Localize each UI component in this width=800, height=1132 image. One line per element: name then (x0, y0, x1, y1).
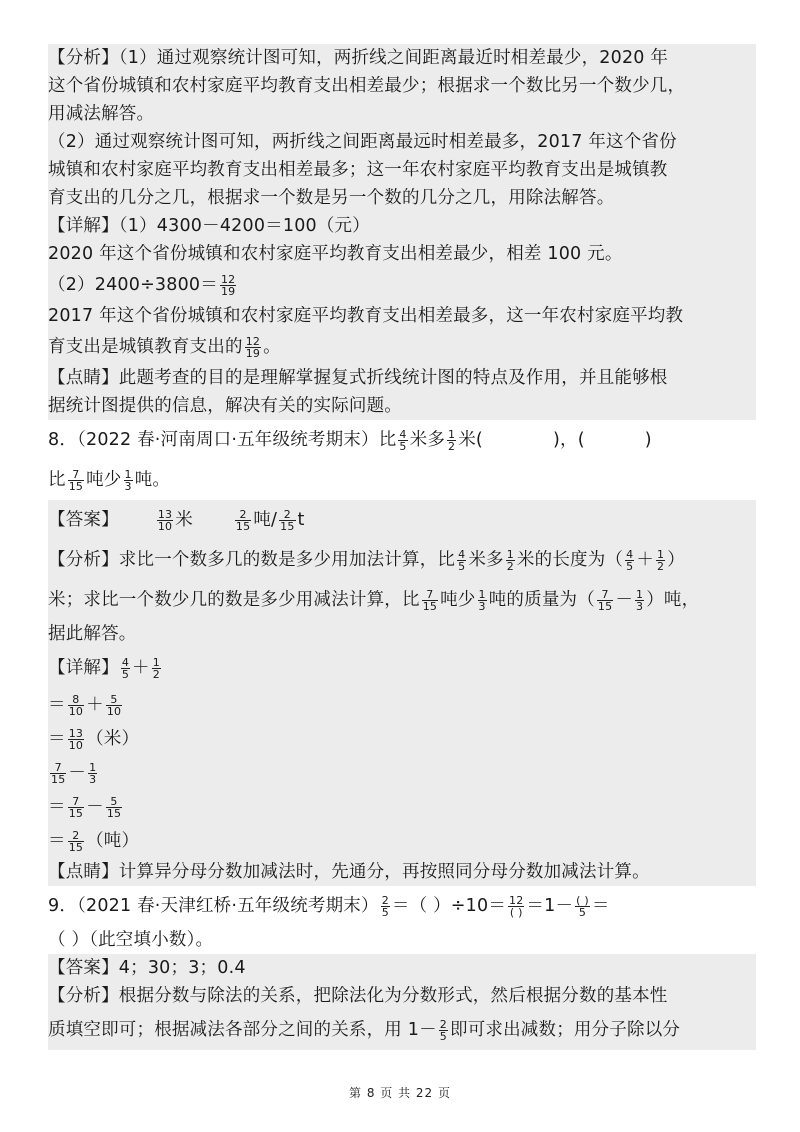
fraction: $\frac{2}{5}$ (381, 893, 389, 919)
text-line: 城镇和农村家庭平均教育支出相差最多；这一年农村家庭平均教育支出是城镇教 (48, 160, 668, 180)
fraction: $\frac{1}{2}$ (506, 547, 514, 573)
fraction: $\frac{7}{15}$ (422, 587, 438, 613)
detail-line: ＝ $\frac{8}{10}$ ＋ $\frac{5}{10}$ (48, 692, 122, 718)
fraction: $\frac{8}{10}$ (68, 692, 84, 718)
fraction: $\frac{7}{15}$ (68, 794, 84, 820)
text-line: 育支出是城镇教育支出的 $\frac{12}{19}$ 。 (48, 334, 281, 360)
text-line: 【点睛】此题考查的目的是理解掌握复式折线统计图的特点及作用，并且能够根 (48, 368, 668, 388)
fraction: $\frac{1}{3}$ (89, 760, 97, 786)
text-line: 2020 年这个省份城镇和农村家庭平均教育支出相差最少，相差 100 元。 (48, 244, 623, 264)
fraction: $\frac{4}{5}$ (458, 547, 466, 573)
fraction: $\frac{1}{2}$ (448, 427, 456, 453)
document-body (48, 44, 756, 1050)
fraction: $\frac{1}{3}$ (124, 467, 132, 493)
fraction: $\frac{13}{10}$ (68, 726, 84, 752)
answer-line: 【答案】 $\frac{13}{10}$ 米 $\frac{2}{15}$ 吨/ $\frac{2}{15}$ t (48, 507, 305, 533)
text-line: 【分析】（1）通过观察统计图可知，两折线之间距离最近时相差最少，2020 年 (48, 48, 669, 68)
analysis-line: 据此解答。 (48, 624, 137, 644)
answer-line: 【答案】4；30；3；0.4 (48, 958, 246, 978)
fraction: $\frac{13}{10}$ (157, 507, 173, 533)
text-line: （2）通过观察统计图可知，两折线之间距离最远时相差最多，2017 年这个省份 (48, 132, 677, 152)
tip-line: 【点睛】计算异分母分数加减法时，先通分，再按照同分母分数加减法计算。 (48, 862, 650, 882)
fraction: $\frac{5}{15}$ (106, 794, 122, 820)
fraction: $\frac{7}{15}$ (597, 587, 613, 613)
fraction: $\frac{4}{5}$ (121, 655, 130, 681)
fraction: $\frac{1}{2}$ (657, 547, 665, 573)
fraction: $\frac{12}{19}$ (245, 334, 261, 360)
fraction: $\frac{1}{2}$ (152, 655, 160, 681)
fraction: 12 ( ) (509, 893, 524, 919)
text-line: 用减法解答。 (48, 104, 155, 124)
fraction: $\frac{4}{5}$ (626, 547, 634, 573)
text-line: 据统计图提供的信息，解决有关的实际问题。 (48, 396, 402, 416)
question-8: 8．（2022 春·河南周口·五年级统考期末）比 $\frac{4}{5}$ 米多 $\frac{1}{2}$ 米( )，( ) (48, 427, 652, 453)
fraction: $\frac{1}{3}$ (478, 587, 486, 613)
text-line: （2）2400÷3800＝ $\frac{12}{19}$ (48, 272, 236, 298)
text-line: 育支出的几分之几，根据求一个数是另一个数的几分之几，用除法解答。 (48, 188, 615, 208)
detail-line: $\frac{7}{15}$ － $\frac{1}{3}$ (51, 760, 97, 786)
question-8-cont: 比 $\frac{7}{15}$ 吨少 $\frac{1}{3}$ 吨。 (48, 467, 171, 493)
fraction: $\frac{2}{15}$ (280, 507, 295, 533)
detail-line: 【详解】 $\frac{4}{5}$ ＋ $\frac{1}{2}$ (48, 655, 160, 681)
analysis-line: 【分析】根据分数与除法的关系，把除法化为分数形式，然后根据分数的基本性 (48, 986, 668, 1006)
answer-block-q9 (48, 954, 756, 1050)
answer-block-q8 (48, 500, 756, 886)
detail-line: ＝ $\frac{13}{10}$ （米） (48, 726, 140, 752)
text-line: 这个省份城镇和农村家庭平均教育支出相差最少；根据求一个数比另一个数少几， (48, 76, 686, 96)
fraction: ( ) 5 (576, 893, 589, 919)
analysis-line: 质填空即可；根据减法各部分之间的关系，用 1－ $\frac{2}{5}$ 即可求出减数；用分子除以分 (48, 1017, 681, 1043)
fraction: $\frac{5}{10}$ (106, 692, 122, 718)
fraction: $\frac{2}{5}$ (439, 1017, 447, 1043)
fraction: $\frac{12}{19}$ (220, 272, 236, 298)
question-9: 9．（2021 春·天津红桥·五年级统考期末） $\frac{2}{5}$ ＝（ ）÷10＝ 12 ( ) ＝1－ ( ) 5 ＝ (48, 893, 610, 919)
analysis-block-q7 (48, 44, 756, 420)
fraction: $\frac{2}{15}$ (235, 507, 251, 533)
text-line: 2017 年这个省份城镇和农村家庭平均教育支出相差最多，这一年农村家庭平均教 (48, 306, 684, 326)
detail-line: ＝ $\frac{7}{15}$ － $\frac{5}{15}$ (48, 794, 122, 820)
fraction: $\frac{7}{15}$ (68, 467, 84, 493)
fraction: $\frac{4}{5}$ (399, 427, 407, 453)
fraction: $\frac{2}{15}$ (68, 828, 84, 854)
fraction: $\frac{7}{15}$ (51, 760, 66, 786)
page-footer: 第 8 页 共 22 页 (349, 1086, 451, 1100)
fraction: $\frac{1}{3}$ (636, 587, 644, 613)
question-9-cont: （ ）（此空填小数）。 (48, 930, 214, 950)
analysis-line: 米；求比一个数少几的数是多少用减法计算，比 $\frac{7}{15}$ 吨少 $\frac{1}{3}$ 吨的质量为（ $\frac{7}{15}$ － $\frac{1}{3}$ ）吨， (48, 587, 700, 613)
text-line: 【详解】（1）4300－4200＝100（元） (48, 216, 370, 236)
analysis-line: 【分析】求比一个数多几的数是多少用加法计算，比 $\frac{4}{5}$ 米多 $\frac{1}{2}$ 米的长度为（ $\frac{4}{5}$ ＋ $\frac{1}{2}$ ） (48, 547, 685, 573)
detail-line: ＝ $\frac{2}{15}$ （吨） (48, 828, 140, 854)
